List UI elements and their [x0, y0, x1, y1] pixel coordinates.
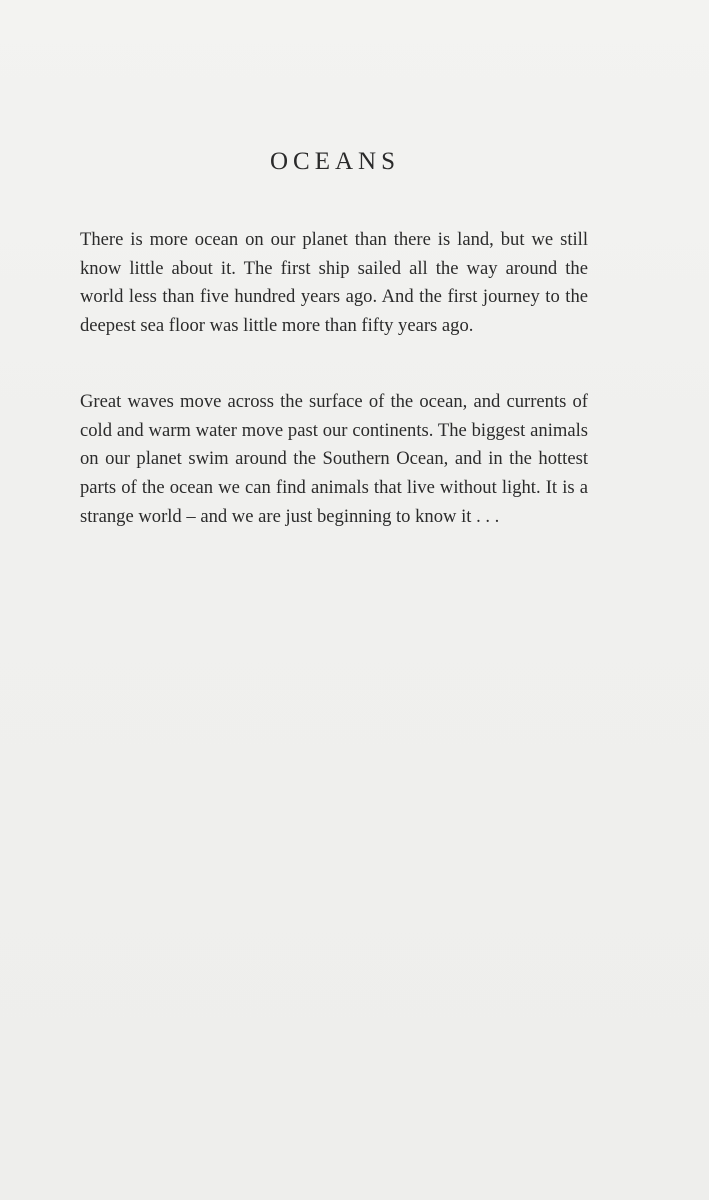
- page-title: OCEANS: [269, 148, 400, 175]
- paragraph-2: Great waves move across the surface of the ocean, and currents of cold and warm water move past our continents. The biggest animals on our planet swim around the Southern Ocean, and in the hottest parts of the ocean we can find animals that live without light. It is a strange world – and we are just beginning to know it . . .: [80, 391, 588, 527]
- paragraph-1: There is more ocean on our planet than there is land, but we still know little about it. The first ship sailed all the way around the world less than five hundred years ago. And the first journey to the deepest sea floor was little more than fifty years ago.: [80, 229, 588, 337]
